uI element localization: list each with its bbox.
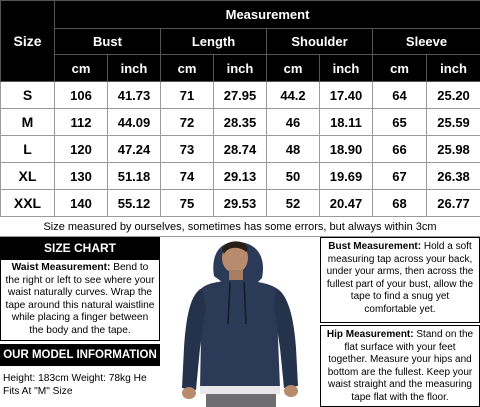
unit-header: cm (267, 55, 320, 82)
hoodie-model-illustration (162, 238, 319, 407)
table-cell: 50 (267, 163, 320, 190)
table-cell: 67 (373, 163, 427, 190)
table-row (1, 109, 480, 136)
row-size-label: M (1, 109, 55, 136)
hip-measurement-label: Hip Measurement: (326, 329, 414, 340)
table-cell: 29.53 (214, 190, 267, 217)
unit-header: cm (55, 55, 108, 82)
table-cell: 25.20 (427, 82, 480, 109)
size-column-header: Size (1, 1, 55, 82)
table-cell: 41.73 (108, 82, 161, 109)
measurement-note: Size measured by ourselves, sometimes has some errors, but always within 3cm (0, 217, 480, 237)
table-cell: 66 (373, 136, 427, 163)
hip-measurement-text: Stand on the flat surface with your feet together. Measure your hips and bottom are the fullest. Keep your waist straight and the measuring tape flat with the floor. (327, 329, 474, 403)
table-cell: 65 (373, 109, 427, 136)
table-cell: 29.13 (214, 163, 267, 190)
table-cell: 55.12 (108, 190, 161, 217)
table-cell: 48 (267, 136, 320, 163)
table-row (1, 163, 480, 190)
table-cell: 27.95 (214, 82, 267, 109)
table-cell: 72 (161, 109, 214, 136)
size-chart-title: SIZE CHART (0, 237, 160, 259)
table-cell: 17.40 (320, 82, 373, 109)
table-cell: 28.74 (214, 136, 267, 163)
group-header-sleeve: Sleeve (373, 29, 480, 55)
row-size-label: XL (1, 163, 55, 190)
table-cell: 20.47 (320, 190, 373, 217)
table-cell: 64 (373, 82, 427, 109)
table-cell: 44.09 (108, 109, 161, 136)
table-row (1, 190, 480, 217)
table-cell: 25.98 (427, 136, 480, 163)
unit-header: inch (427, 55, 480, 82)
table-cell: 26.38 (427, 163, 480, 190)
table-cell: 46 (267, 109, 320, 136)
model-information-title: OUR MODEL INFORMATION (0, 344, 160, 366)
table-cell: 73 (161, 136, 214, 163)
measurement-guide-panel (320, 237, 480, 407)
row-size-label: XXL (1, 190, 55, 217)
size-chart-panel (0, 237, 160, 407)
bust-measurement-box (320, 237, 480, 323)
waist-measurement-box (0, 259, 160, 341)
group-header-bust: Bust (55, 29, 161, 55)
table-cell: 28.35 (214, 109, 267, 136)
table-cell: 120 (55, 136, 108, 163)
table-cell: 140 (55, 190, 108, 217)
table-cell: 47.24 (108, 136, 161, 163)
table-cell: 68 (373, 190, 427, 217)
table-cell: 130 (55, 163, 108, 190)
hip-measurement-box (320, 325, 480, 407)
row-size-label: S (1, 82, 55, 109)
table-cell: 26.77 (427, 190, 480, 217)
table-cell: 112 (55, 109, 108, 136)
table-cell: 71 (161, 82, 214, 109)
model-information-text: Height: 183cm Weight: 78kg He Fits At "M" Size (3, 373, 147, 397)
waist-measurement-label: Waist Measurement: (11, 262, 111, 273)
table-cell: 106 (55, 82, 108, 109)
table-row (1, 82, 480, 109)
unit-header: cm (161, 55, 214, 82)
table-row (1, 136, 480, 163)
waist-measurement-text: Bend to the right or left to see where your waist naturally curves. Wrap the tape around this natural waistline while placing a finger between the body and the tape. (5, 262, 155, 336)
table-cell: 18.11 (320, 109, 373, 136)
row-size-label: L (1, 136, 55, 163)
unit-header: inch (108, 55, 161, 82)
group-header-shoulder: Shoulder (267, 29, 373, 55)
table-cell: 75 (161, 190, 214, 217)
unit-header: cm (373, 55, 427, 82)
bust-measurement-label: Bust Measurement: (328, 241, 422, 252)
measurement-title: Measurement (55, 1, 480, 29)
group-header-length: Length (161, 29, 267, 55)
table-cell: 44.2 (267, 82, 320, 109)
model-photo (162, 238, 319, 407)
table-cell: 25.59 (427, 109, 480, 136)
bust-measurement-text: Hold a soft measuring tap across your back, under your arms, then across the fullest part of your bust, allow the tape to find a snug yet comfortable yet. (326, 241, 474, 315)
table-cell: 19.69 (320, 163, 373, 190)
unit-header: inch (320, 55, 373, 82)
table-cell: 74 (161, 163, 214, 190)
table-cell: 51.18 (108, 163, 161, 190)
table-cell: 52 (267, 190, 320, 217)
unit-header: inch (214, 55, 267, 82)
table-cell: 18.90 (320, 136, 373, 163)
